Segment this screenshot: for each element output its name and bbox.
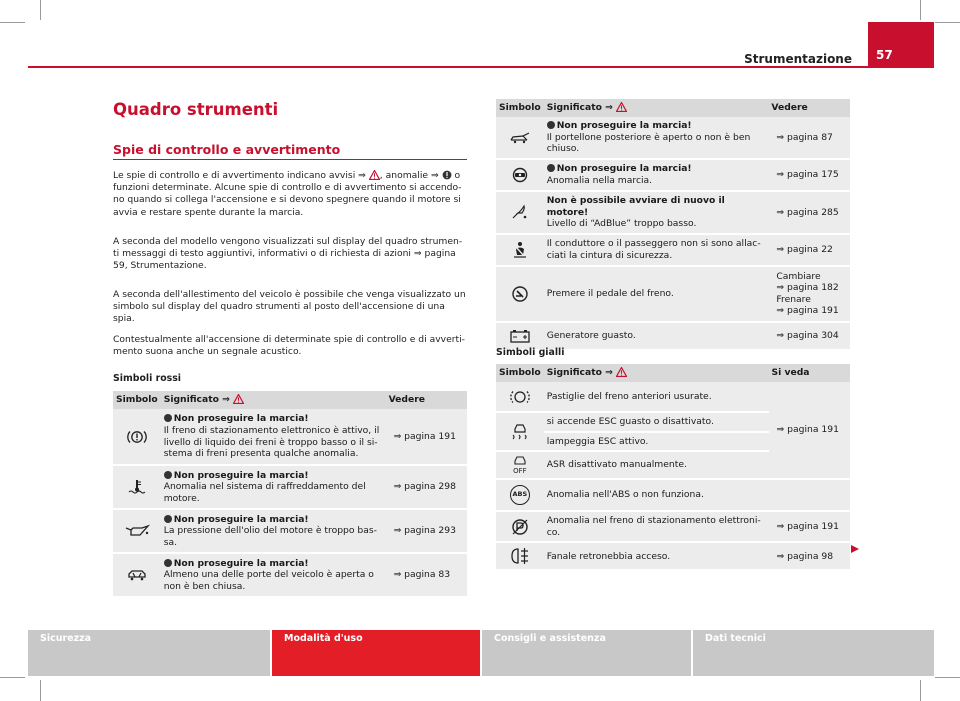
row-text: Almeno una delle porte del veicolo è aperta o non è ben chiusa. (163, 569, 374, 592)
page-reference-link[interactable]: ⇒ pagina 83 (386, 553, 467, 597)
brake-pedal-icon (510, 285, 530, 303)
footer-tab-label: Sicurezza (40, 633, 92, 644)
row-text: ASR disattivato manualmente. (544, 451, 769, 479)
table-row (113, 553, 467, 597)
intro-paragraph (113, 170, 467, 219)
alert-dot-icon (164, 471, 172, 479)
crop-mark (920, 0, 921, 20)
row-text: Pastiglie del freno anteriori usurate. (544, 382, 769, 412)
table-row (496, 542, 850, 570)
footer-tab-label: Consigli e assistenza (494, 633, 606, 644)
footer-tab-consigli[interactable] (482, 630, 691, 676)
red-symbols-table-continued (496, 99, 850, 351)
tailgate-open-icon (509, 132, 531, 144)
fault-circle-icon (442, 170, 452, 180)
red-symbols-label: Simboli rossi (113, 373, 182, 384)
row-text: Livello di “AdBlue” troppo basso. (546, 218, 697, 230)
continue-arrow-icon (850, 544, 860, 554)
col-meaning: Significato ⇒ (161, 391, 386, 409)
oil-pressure-icon (124, 524, 150, 538)
seatbelt-icon (511, 241, 529, 259)
col-meaning: Significato ⇒ (544, 99, 769, 117)
page-reference-link[interactable]: ⇒ pagina 191 (769, 511, 850, 542)
door-open-icon (126, 568, 148, 582)
table-row (496, 117, 850, 159)
page-reference-link[interactable]: ⇒ pagina 182 (776, 282, 839, 294)
brake-pads-icon (509, 389, 531, 405)
crop-mark (40, 0, 41, 20)
rear-fog-icon (509, 547, 531, 565)
alert-dot-icon (164, 414, 172, 422)
row-title: Non proseguire la marcia! (556, 120, 692, 132)
footer-tab-label: Modalità d'uso (284, 633, 363, 644)
coolant-icon (127, 479, 147, 495)
section-heading: Quadro strumenti (113, 100, 279, 119)
page-number: 57 (868, 22, 934, 66)
footer-tab-sicurezza[interactable] (28, 630, 270, 676)
page-reference-link[interactable]: ⇒ pagina 285 (768, 191, 850, 234)
row-title: Non proseguire la marcia! (173, 413, 309, 425)
crop-mark (0, 22, 25, 23)
table-row (496, 234, 850, 266)
brake-warning-icon (126, 429, 148, 445)
subsection-rule (113, 159, 467, 160)
subsection-heading: Spie di controllo e avvertimento (113, 142, 341, 157)
warning-triangle-icon (233, 394, 244, 404)
col-symbol: Simbolo (113, 391, 161, 409)
steering-fault-icon (509, 167, 531, 183)
page-reference-link[interactable]: ⇒ pagina 293 (386, 509, 467, 553)
alert-dot-icon (164, 515, 172, 523)
table-row (113, 409, 467, 465)
abs-icon: ABS (510, 485, 530, 505)
table-row (113, 465, 467, 509)
table-row (496, 266, 850, 322)
row-text: Il freno di stazionamento elettronico è attivo, il livello di liquido dei freni è troppo basso o il si-stema di freni presenta qualche anomalia. (163, 424, 380, 460)
table-row (496, 322, 850, 350)
running-header-title: Strumentazione (744, 52, 852, 66)
esc-off-icon: OFF (499, 455, 541, 475)
page-reference-link[interactable]: ⇒ pagina 304 (768, 322, 850, 350)
table-row (496, 159, 850, 191)
page-reference-group (768, 266, 850, 322)
row-text: La pressione dell'olio del motore è troppo bas-sa. (163, 525, 377, 548)
row-title: Non è possibile avviare di nuovo il motore! (546, 195, 725, 218)
row-title: Non proseguire la marcia! (173, 469, 309, 481)
table-row (496, 479, 850, 511)
crop-mark (920, 680, 921, 701)
row-text: Il conduttore o il passeggero non si sono allac-ciati la cintura di sicurezza. (546, 238, 761, 261)
ref-label: Cambiare (776, 270, 821, 282)
esc-icon (510, 422, 530, 442)
col-meaning: Significato ⇒ (544, 364, 769, 382)
col-symbol: Simbolo (496, 364, 544, 382)
footer-tab-label: Dati tecnici (705, 633, 766, 644)
crop-mark (935, 677, 960, 678)
red-symbols-table (113, 391, 467, 598)
page-reference-link[interactable]: ⇒ pagina 191 (769, 382, 850, 479)
adblue-icon (510, 204, 530, 220)
row-title: Non proseguire la marcia! (173, 557, 309, 569)
parking-brake-fault-icon (510, 518, 530, 536)
intro-text-a: Le spie di controllo e di avvertimento indicano avvisi ⇒ (113, 170, 369, 181)
row-text: Fanale retronebbia acceso. (544, 542, 769, 570)
alert-dot-icon (547, 121, 555, 129)
page-reference-link[interactable]: ⇒ pagina 22 (768, 234, 850, 266)
paragraph-display: A seconda del modello vengono visualizzati sul display del quadro strumen-ti messaggi di testo aggiuntivi, informativi o di richiesta di azioni ⇒ pagina 59, Strumentazione. (113, 236, 463, 272)
row-title: Non proseguire la marcia! (556, 163, 692, 175)
row-text: Il portellone posteriore è aperto o non è ben chiuso. (546, 131, 751, 155)
alert-dot-icon (164, 559, 172, 567)
table-row (496, 511, 850, 542)
table-row (113, 509, 467, 553)
page-reference-link[interactable]: ⇒ pagina 191 (386, 409, 467, 465)
yellow-symbols-table (496, 364, 850, 571)
page-reference-link[interactable]: ⇒ pagina 87 (768, 117, 850, 159)
page-reference-link[interactable]: ⇒ pagina 98 (769, 542, 850, 570)
crop-mark (0, 677, 25, 678)
row-text: Anomalia nella marcia. (546, 175, 653, 186)
row-text: Anomalia nel sistema di raffreddamento del motore. (163, 481, 366, 504)
crop-mark (935, 22, 960, 23)
crop-mark (40, 680, 41, 701)
row-text: lampeggia ESC attivo. (544, 432, 769, 452)
yellow-symbols-label: Simboli gialli (496, 347, 565, 358)
col-see: Vedere (768, 99, 850, 117)
footer-tab-dati-tecnici[interactable] (693, 630, 934, 676)
ref-label: Frenare (776, 293, 811, 305)
col-symbol: Simbolo (496, 99, 544, 117)
row-text: Generatore guasto. (546, 329, 636, 341)
intro-text-b: , anomalie ⇒ (379, 170, 442, 181)
row-text: si accende ESC guasto o disattivato. (544, 412, 769, 432)
warning-triangle-icon (369, 170, 380, 180)
page-reference-link[interactable]: ⇒ pagina 175 (768, 159, 850, 191)
page-reference-link[interactable]: ⇒ pagina 191 (776, 305, 839, 317)
battery-icon (509, 329, 531, 343)
col-see: Vedere (386, 391, 467, 409)
row-text: Anomalia nel freno di stazionamento elettroni-co. (544, 511, 769, 542)
warning-triangle-icon (616, 102, 627, 112)
paragraph-acoustic: Contestualmente all'accensione di determinate spie di controllo e di avverti-mento suona anche un segnale acustico. (113, 334, 465, 358)
alert-dot-icon (547, 164, 555, 172)
row-title: Non proseguire la marcia! (173, 513, 309, 525)
page-reference-link[interactable]: ⇒ pagina 298 (386, 465, 467, 509)
footer-tab-modalita-uso[interactable] (272, 630, 480, 676)
table-row (496, 382, 850, 412)
intro-text-c: o funzioni determinate. Alcune spie di controllo e di avvertimento si accendo-no quando si collega l'accensione e si devono spegnere quando il motore si avvia e restare spente durante la marcia. (113, 170, 462, 218)
row-text: Anomalia nell'ABS o non funziona. (544, 479, 769, 511)
row-text: Premere il pedale del freno. (546, 287, 674, 299)
header-rule (28, 66, 934, 68)
table-row (496, 191, 850, 234)
warning-triangle-icon (616, 367, 627, 377)
paragraph-equipment: A seconda dell'allestimento del veicolo è possibile che venga visualizzato un simbolo sul display del quadro strumenti al posto dell'accensione di una spia. (113, 289, 466, 325)
col-see: Si veda (769, 364, 850, 382)
